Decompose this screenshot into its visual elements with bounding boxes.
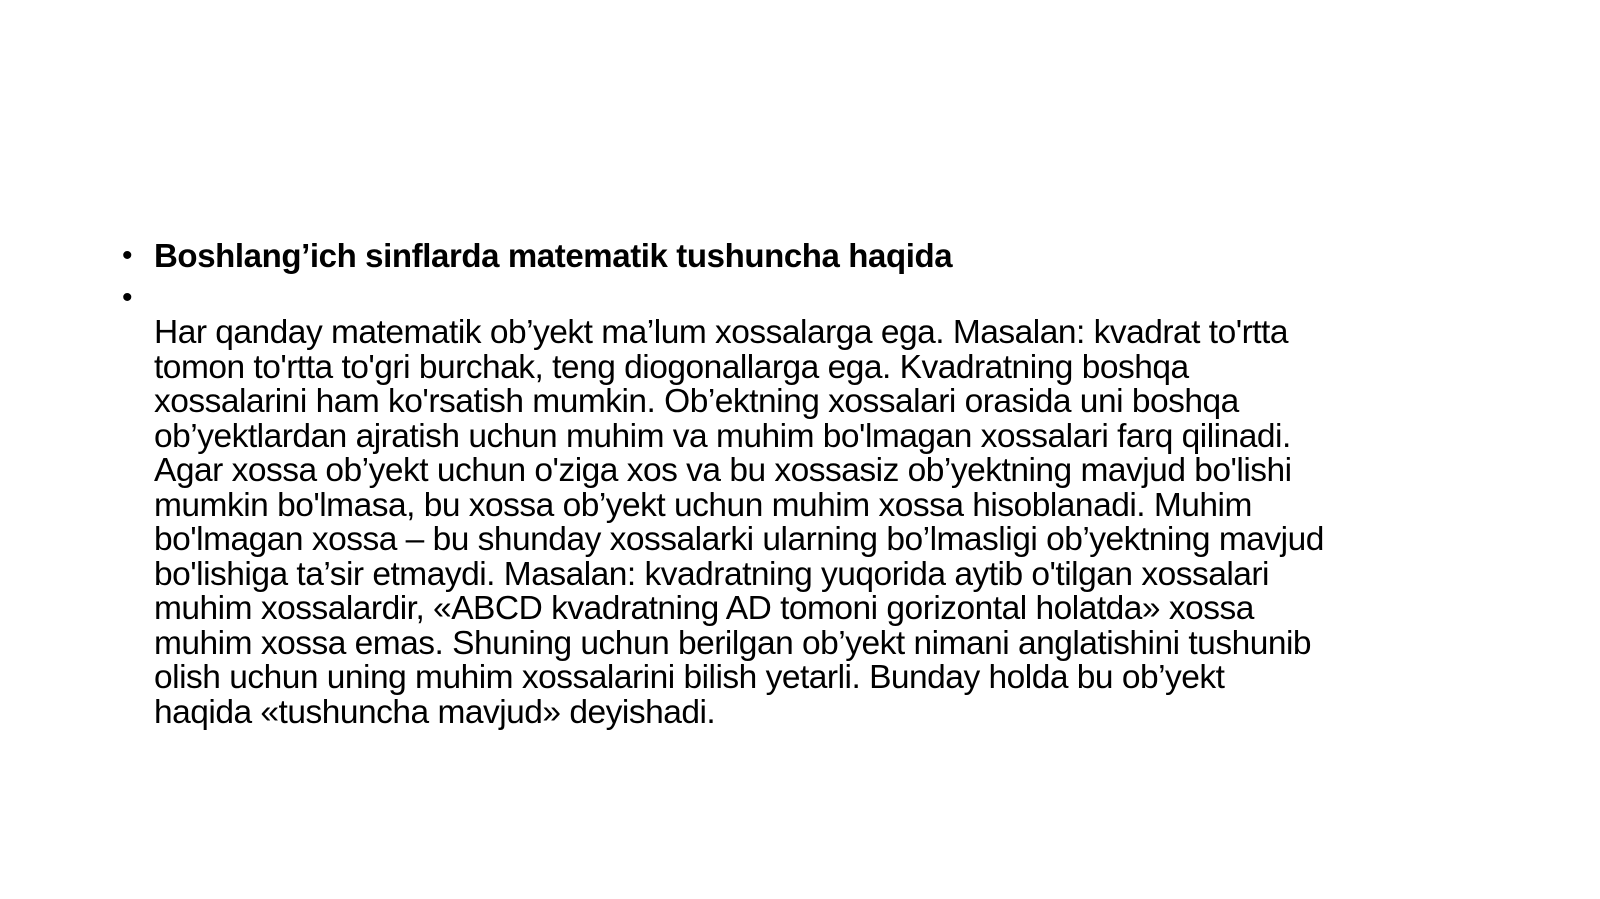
heading-bullet-row — [118, 234, 1478, 278]
slide-heading: Boshlang’ich sinflarda matematik tushuncha haqida — [154, 237, 953, 274]
paragraph-line: ob’yektlardan ajratish uchun muhim va muhim bo'lmagan xossalari farq qilinadi. — [154, 417, 1291, 455]
paragraph-line: bo'lmagan xossa – bu shunday xossalarki ularning bo’lmasligi ob’yektning mavjud — [154, 521, 1324, 558]
bullet-icon: • — [122, 239, 133, 272]
paragraph-line: haqida «tushuncha mavjud» deyishadi. — [154, 693, 716, 731]
paragraph-line: olish uchun uning muhim xossalarini bilish yetarli. Bunday holda bu ob’yekt — [154, 659, 1225, 696]
paragraph-line: bo'lishiga ta’sir etmaydi. Masalan: kvadratning yuqorida aytib o'tilgan xossalari — [154, 555, 1270, 593]
paragraph-line: mumkin bo'lmasa, bu xossa ob’yekt uchun muhim xossa hisoblanadi. Muhim — [154, 486, 1252, 524]
paragraph-line: Har qanday matematik ob’yekt ma’lum xossalarga ega. Masalan: kvadrat to'rtta — [154, 314, 1288, 351]
paragraph-line: muhim xossalardir, «ABCD kvadratning AD tomoni gorizontal holatda» xossa — [154, 590, 1254, 627]
slide-content — [118, 234, 1478, 730]
paragraph-line: xossalarini ham ko'rsatish mumkin. Ob’ektning xossalari orasida uni boshqa — [154, 383, 1239, 420]
paragraph-line: Agar xossa ob’yekt uchun o'ziga xos va bu xossasiz ob’yektning mavjud bo'lishi — [154, 452, 1292, 489]
body-paragraph — [118, 316, 1478, 730]
paragraph-bullet-row — [118, 280, 1478, 316]
paragraph-line: muhim xossa emas. Shuning uchun berilgan ob’yekt nimani anglatishini tushunib — [154, 624, 1312, 662]
bullet-icon: • — [122, 281, 133, 314]
paragraph-line: tomon to'rtta to'gri burchak, teng diogonallarga ega. Kvadratning boshqa — [154, 348, 1189, 386]
